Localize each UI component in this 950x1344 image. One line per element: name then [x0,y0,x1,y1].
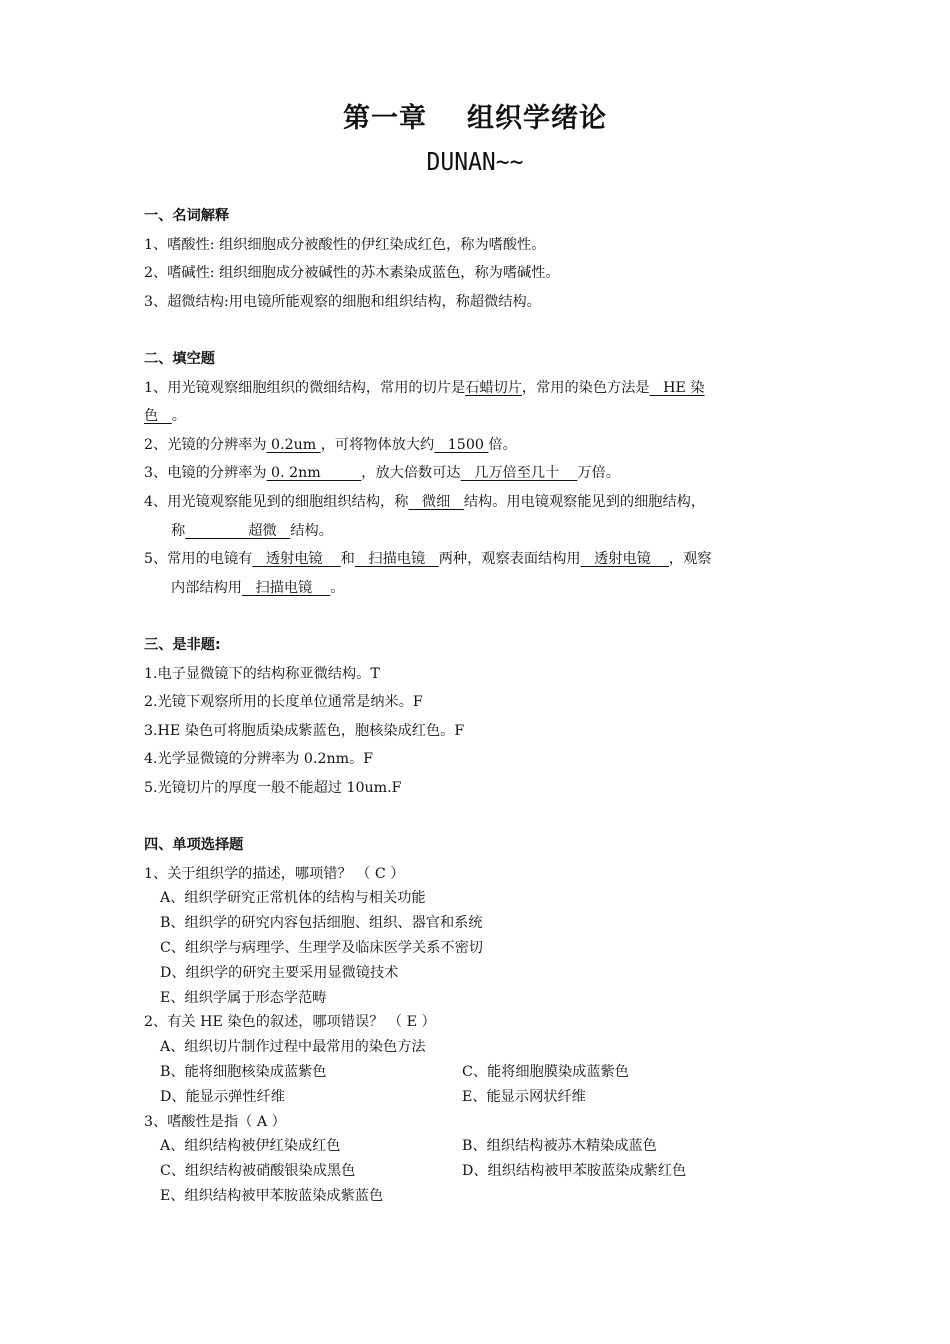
mc-option: C、能将细胞膜染成蓝紫色 [462,1064,629,1081]
document-body [144,206,814,1211]
question-text: 万倍。 [577,465,620,482]
question-text: 结构。用电镜观察能见到的细胞结构， [463,493,706,510]
mc-option: E、能显示网状纤维 [462,1088,586,1105]
fill-blank-question [144,492,814,512]
answer-blank: 石蜡切片 [465,379,522,396]
page-subtitle: DUNAN~~ [426,147,524,176]
mc-option: E、组织学属于形态学范畴 [160,989,327,1006]
mc-option: C、组织结构被硝酸银染成黑色 [160,1163,356,1180]
mc-option-row [144,1136,814,1156]
question-text: ，放大倍数可达 [361,465,461,482]
section-heading-true-false: 三、是非题: [144,636,221,653]
mc-option: B、能将细胞核染成蓝紫色 [160,1064,327,1081]
fill-blank-question-continued [144,578,814,598]
answer-blank: 几万倍至几十 [460,465,578,482]
mc-option-row [144,1062,814,1082]
mc-option: C、组织学与病理学、生理学及临床医学关系不密切 [160,940,483,957]
mc-option: E、组织结构被甲苯胺蓝染成紫蓝色 [160,1188,384,1205]
true-false-item: 5.光镜切片的厚度一般不能超过 10um.F [144,779,402,796]
page-title [0,96,950,135]
mc-option: B、组织学的研究内容包括细胞、组织、器官和系统 [160,915,483,932]
fill-blank-question [144,378,814,398]
fill-blank-question [144,463,814,483]
multiple-choice-list [144,864,814,1206]
definition-item: 2、嗜碱性: 组织细胞成分被碱性的苏木素染成蓝色，称为嗜碱性。 [144,265,560,282]
mc-option: D、组织结构被甲苯胺蓝染成紫红色 [462,1163,687,1180]
definition-item: 1、嗜酸性: 组织细胞成分被酸性的伊红染成红色，称为嗜酸性。 [144,236,546,253]
fill-blank-question [144,435,814,455]
question-text: 4、用光镜观察能见到的细胞组织结构，称 [144,493,409,510]
question-text: 。 [171,408,186,425]
question-text: 结构。 [290,522,333,539]
answer-blank: 0. 2nm [266,465,362,482]
question-text: 和 [340,551,355,568]
true-false-item: 4.光学显微镜的分辨率为 0.2nm。F [144,751,374,768]
fill-blank-question [144,549,814,569]
answer-blank: 扫描电镜 [354,551,439,568]
fill-blank-question-continued [144,406,814,426]
answer-blank: 色 [144,408,172,425]
question-text: 1、用光镜观察细胞组织的微细结构，常用的切片是 [144,379,466,396]
question-text: 两种，观察表面结构用 [438,551,581,568]
mc-option: D、能显示弹性纤维 [160,1088,285,1105]
mc-question-stem: 3、嗜酸性是指（ A ） [144,1113,286,1130]
answer-blank: 微细 [408,493,464,510]
question-text: 3、电镜的分辨率为 [144,465,267,482]
answer-blank: HE 染 [649,379,705,396]
mc-option: D、组织学的研究主要采用显微镜技术 [160,964,399,981]
mc-option: B、组织结构被苏木精染成蓝色 [462,1138,657,1155]
true-false-item: 2.光镜下观察所用的长度单位通常是纳米。F [144,694,423,711]
mc-question-stem: 1、关于组织学的描述，哪项错？ （ C ） [144,865,405,882]
question-text: 2、光镜的分辨率为 [144,436,267,453]
mc-option-row [144,1087,814,1107]
section-heading-multiple-choice: 四、单项选择题 [144,837,244,854]
section-heading-definitions: 一、名词解释 [144,208,230,224]
chapter-title: 组织学绪论 [467,103,607,134]
answer-blank: 扫描电镜 [241,579,331,596]
true-false-item: 1.电子显微镜下的结构称亚微结构。T [144,665,380,682]
mc-option-row [144,1161,814,1181]
chapter-number: 第一章 [343,103,427,134]
answer-blank: 透射电镜 [580,551,669,568]
section-heading-fill-blank: 二、填空题 [144,350,215,367]
question-text: 。 [330,579,345,596]
question-text: 称 [171,522,186,539]
definition-item: 3、超微结构:用电镜所能观察的细胞和组织结构，称超微结构。 [144,293,541,310]
question-text: ，观察 [668,551,712,568]
answer-blank: 1500 [434,436,489,453]
mc-option: A、组织结构被伊红染成红色 [160,1138,341,1155]
answer-blank: 0.2um [266,436,321,453]
answer-blank: 透射电镜 [252,551,341,568]
true-false-item: 3.HE 染色可将胞质染成紫蓝色，胞核染成红色。F [144,722,465,739]
question-text: 倍。 [488,436,517,453]
fill-blank-question-continued [144,521,814,541]
mc-option: A、组织切片制作过程中最常用的染色方法 [160,1039,426,1056]
question-text: 5、常用的电镜有 [144,551,253,568]
question-text: 内部结构用 [171,579,242,596]
question-text: ，可将物体放大约 [320,436,435,453]
question-text: ，常用的染色方法是 [521,379,650,396]
answer-blank: 超微 [185,522,291,539]
mc-option: A、组织学研究正常机体的结构与相关功能 [160,890,426,907]
mc-question-stem: 2、有关 HE 染色的叙述，哪项错误？ （ E ） [144,1014,436,1031]
